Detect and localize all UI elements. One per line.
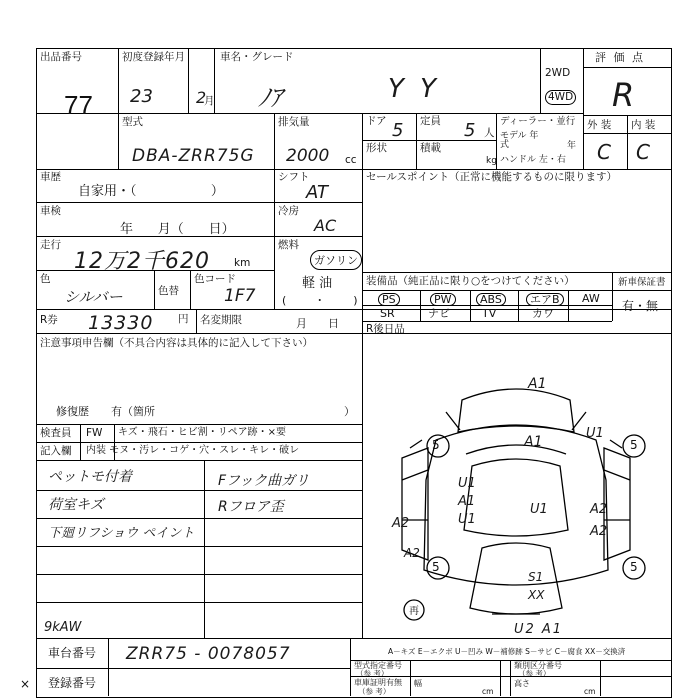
capacity-label: 定員 xyxy=(420,115,441,127)
load-label: 積載 xyxy=(420,142,441,154)
model-year-label: モデル 年式 xyxy=(500,131,539,150)
dmg-hood-a1: A1 xyxy=(528,376,547,392)
dmg-left-u1b: U1 xyxy=(458,512,476,527)
note-right-1: Fフック曲ガリ xyxy=(218,473,310,489)
shift-value: AT xyxy=(306,182,328,203)
dmg-roof-a1: A1 xyxy=(524,434,543,450)
note-line-3: 下廻リフショウ ペイント xyxy=(48,526,195,541)
month-unit: 月 xyxy=(204,95,215,107)
tire-fl: 5 xyxy=(432,438,440,452)
color-label: 色 xyxy=(40,273,51,285)
shift-label: シフト xyxy=(278,171,310,183)
dmg-bumper-u2a1: U2 A1 xyxy=(514,622,564,637)
fuel-gasoline: ガソリン xyxy=(310,250,362,270)
recycle-unit: 円 xyxy=(178,313,189,325)
equipment-abs: ABS xyxy=(476,293,506,306)
repair-label: 修復歴 有（箇所 xyxy=(56,405,155,418)
rear-seat-label: R後日品 xyxy=(366,323,405,335)
legend-row1: キズ・飛石・ヒビ割・リペア跡・×要 xyxy=(118,427,286,438)
color-code-label: 色コード xyxy=(194,273,236,285)
stamp-mark: 再 xyxy=(409,606,419,617)
capacity-value: 5 xyxy=(464,120,476,141)
tire-rr: 5 xyxy=(630,560,638,574)
ext-value: C xyxy=(597,140,611,164)
category-label: 類別区分番号 xyxy=(514,661,562,670)
dealer-label: ディーラー・並行 xyxy=(500,116,576,127)
dmg-right-a2: A2 xyxy=(590,502,608,517)
lot-number: 77 xyxy=(64,90,93,120)
reg-label: 登録番号 xyxy=(48,676,97,690)
category-ref: （参 考） xyxy=(518,669,551,678)
load-unit: kg xyxy=(486,156,497,166)
note-line-2: 荷室キズ xyxy=(48,497,104,513)
color-code-value: 1F7 xyxy=(224,286,256,306)
cross-mark: × xyxy=(20,677,31,691)
displacement-label: 排気量 xyxy=(278,116,310,128)
designation-label: 型式指定番号 xyxy=(354,661,402,670)
drive-4wd: 4WD xyxy=(545,90,576,105)
color-value: シルバー xyxy=(64,288,123,306)
model-value: DBA-ZRR75G xyxy=(132,146,255,166)
int-value: C xyxy=(636,140,650,164)
dmg-left-u1: U1 xyxy=(458,476,476,491)
color-change-label: 色替 xyxy=(158,285,179,297)
int-label: 内 装 xyxy=(631,119,656,131)
warranty-label: 新車保証書 xyxy=(618,277,666,288)
dmg-rear-xx: XX xyxy=(528,588,545,602)
width-label: 幅 xyxy=(414,679,422,688)
equipment-airbag: エアB xyxy=(526,293,564,306)
inspector-label: 検査員 xyxy=(40,427,72,439)
capacity-unit: 人 xyxy=(484,127,495,139)
displacement-value: 2000 xyxy=(286,146,330,166)
dmg-center-u1: U1 xyxy=(530,502,548,517)
lot-label: 出品番号 xyxy=(40,51,82,63)
cert-label: 車庫証明有無 xyxy=(354,678,402,687)
aircon-label: 冷房 xyxy=(278,205,299,217)
name-deadline-value: 月 日 xyxy=(296,317,339,330)
legend-row2: 内装 モヌ・汚レ・コゲ・穴・スレ・キレ・破レ xyxy=(86,445,300,456)
equipment-pw: PW xyxy=(430,293,456,306)
aircon-value: AC xyxy=(314,216,337,235)
mileage-unit: km xyxy=(234,257,251,269)
recycle-label: R券 xyxy=(40,314,58,326)
dmg-left-a1: A1 xyxy=(458,494,476,509)
grade-value: Y Y xyxy=(388,74,441,104)
cert-ref: （参 考） xyxy=(358,687,391,696)
dmg-rear-left-c2: A2 xyxy=(404,546,420,560)
model-label: 型式 xyxy=(122,116,143,128)
handle-label: ハンドル 左・右 xyxy=(500,155,566,165)
mileage-value: 12万2千620 xyxy=(74,249,210,274)
inspection-value: 年 月（ 日） xyxy=(120,222,235,237)
inspection-label: 車検 xyxy=(40,205,61,217)
doors-value: 5 xyxy=(392,120,404,141)
sales-points-label: セールスポイント（正常に機能するものに限ります） xyxy=(366,171,618,183)
caution-label: 注意事項申告欄（不具合内容は具体的に記入して下さい） xyxy=(40,337,313,349)
drive-2wd: 2WD xyxy=(545,67,571,79)
equipment-grid xyxy=(362,290,612,321)
score-label: 評 価 点 xyxy=(595,51,645,64)
usage-label: 車歴 xyxy=(40,171,61,183)
dmg-rear-s1: S1 xyxy=(528,570,544,584)
dmg-right-a2b: A2 xyxy=(590,524,608,539)
year-unit: 年 xyxy=(567,141,577,151)
note-line-4: 9kAW xyxy=(44,620,82,635)
car-name-value: ﾉｱ xyxy=(258,84,282,112)
equipment-tv: TV xyxy=(482,307,497,320)
fw-label: FW xyxy=(86,427,103,439)
note-right-2: Rフロア歪 xyxy=(218,499,284,515)
equipment-label: 装備品（純正品に限り○をつけてください） xyxy=(366,275,575,287)
recorder-label: 記入欄 xyxy=(40,445,72,457)
height-label: 高さ xyxy=(514,679,530,688)
damage-legend: A－キズ E－エクボ U－凹み W－補修跡 S－サビ C－腐食 XX－交換済 xyxy=(388,647,626,656)
car-damage-diagram xyxy=(362,370,670,638)
warranty-value: 有・無 xyxy=(622,299,659,313)
name-deadline-label: 名変期限 xyxy=(200,314,242,326)
mileage-label: 走行 xyxy=(40,239,61,251)
width-cm: cm xyxy=(482,687,494,696)
fuel-label: 燃料 xyxy=(278,239,299,251)
chassis-value: ZRR75 - 0078057 xyxy=(126,644,291,664)
fuel-paren: ( ・ ) xyxy=(282,294,358,307)
chassis-label: 車台番号 xyxy=(48,646,97,660)
tire-fr: 5 xyxy=(630,438,638,452)
dmg-fender-u1: U1 xyxy=(586,426,604,441)
designation-ref: （参 考） xyxy=(356,669,389,678)
tire-rl: 5 xyxy=(432,560,440,574)
displacement-unit: cc xyxy=(345,154,357,166)
first-reg-label: 初度登録年月 xyxy=(122,51,185,63)
car-name-label: 車名・グレード xyxy=(220,51,294,63)
usage-value: 自家用・（ ） xyxy=(78,184,224,199)
doors-label: ドア xyxy=(366,115,387,127)
equipment-sr: SR xyxy=(380,307,395,320)
equipment-navi: ナビ xyxy=(428,307,450,320)
ext-label: 外 装 xyxy=(587,119,612,131)
dmg-left-a2: A2 xyxy=(392,516,410,531)
equipment-aw: AW xyxy=(582,292,600,305)
fuel-diesel: 軽 油 xyxy=(302,276,333,291)
equipment-ps: PS xyxy=(378,293,400,306)
recycle-value: 13330 xyxy=(88,312,154,334)
repair-close: ） xyxy=(344,405,355,418)
first-reg-month: 2 xyxy=(196,88,207,107)
equipment-leather: カワ xyxy=(532,307,554,320)
height-cm: cm xyxy=(584,687,596,696)
score-value: R xyxy=(612,76,635,114)
first-reg-year: 23 xyxy=(130,86,153,107)
shape-label: 形状 xyxy=(366,142,387,154)
note-line-1: ペットモ付着 xyxy=(48,469,132,485)
